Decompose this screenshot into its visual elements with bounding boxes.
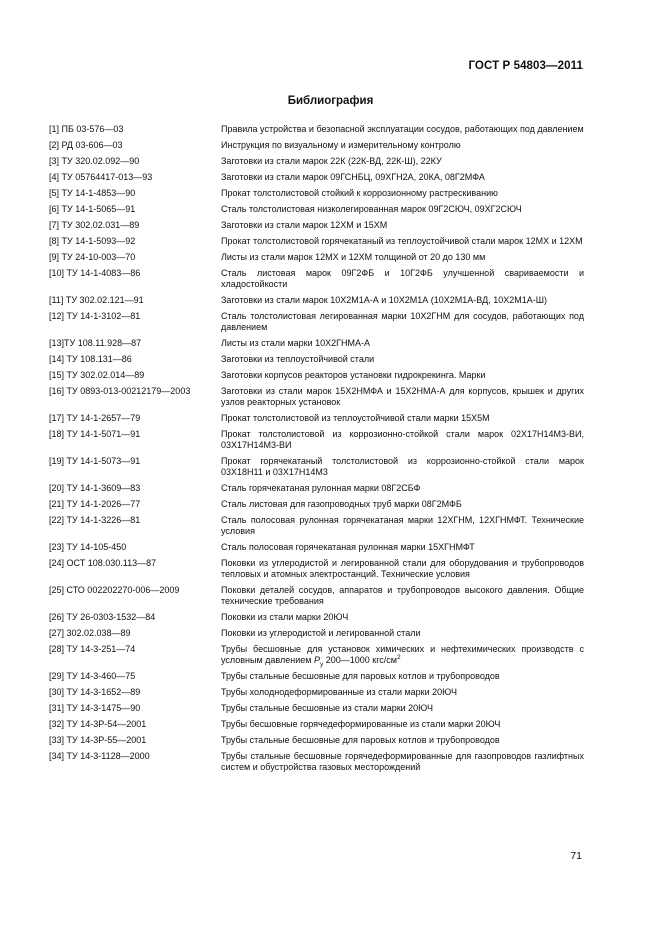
reference-description: Сталь толстолистовая низколегированная марок 09Г2СЮЧ, 09ХГ2СЮЧ [221,204,522,214]
reference-list [49,124,584,778]
reference-code: [22] ТУ 14-1-3226—81 [49,515,141,525]
reference-item [49,220,584,231]
reference-code: [11] ТУ 302.02.121—91 [49,295,144,305]
reference-code: [28] ТУ 14-3-251—74 [49,644,136,654]
reference-code: [13]ТУ 108.11.928—87 [49,338,142,348]
reference-item [49,188,584,199]
reference-code: [18] ТУ 14-1-5071—91 [49,429,141,439]
reference-code: [30] ТУ 14-3-1652—89 [49,687,141,697]
reference-description: Трубы стальные бесшовные для паровых котлов и трубопроводов [221,735,500,745]
reference-description: Поковки из стали марки 20ЮЧ [221,612,349,622]
reference-code: [25] СТО 002202270-006—2009 [49,585,180,595]
reference-item [49,644,584,666]
reference-item [49,156,584,167]
reference-code: [10] ТУ 14-1-4083—86 [49,268,141,278]
reference-item [49,413,584,424]
reference-code: [26] ТУ 26-0303-1532—84 [49,612,156,622]
reference-code: [17] ТУ 14-1-2657—79 [49,413,141,423]
pressure-subscript: у [319,660,324,668]
reference-item [49,612,584,623]
reference-code: [34] ТУ 14-3-1128—2000 [49,751,150,761]
reference-description: Сталь листовая марок 09Г2ФБ и 10Г2ФБ улучшенной свариваемости и хладостойкости [221,268,584,289]
reference-description: Сталь полосовая горячекатаная рулонная марки 15ХГНМФТ [221,542,475,552]
reference-description: Листы из стали марки 10Х2ГНМА-А [221,338,371,348]
reference-description: Сталь толстолистовая легированная марки 10Х2ГНМ для сосудов, работающих под давлением [221,311,584,332]
reference-item [49,204,584,215]
reference-code: [8] ТУ 14-1-5093—92 [49,236,136,246]
reference-code: [12] ТУ 14-1-3102—81 [49,311,141,321]
reference-description: Сталь полосовая рулонная горячекатаная марки 12ХГНМ, 12ХГНМФТ. Технические условия [221,515,584,536]
unit-superscript: 2 [397,654,401,661]
bibliography-title: Библиография [287,95,374,107]
reference-description: Прокат толстолистовой из теплоустойчивой стали марки 15Х5М [221,413,490,423]
reference-description: Прокат толстолистовой из коррозионно-стойкой стали марок 02Х17Н14М3-ВИ, 03Х17Н14М3-ВИ [221,429,584,450]
reference-description: Заготовки из теплоустойчивой стали [221,354,375,364]
reference-code: [7] ТУ 302.02.031—89 [49,220,140,230]
reference-item [49,140,584,151]
reference-code: [15] ТУ 302.02.014—89 [49,370,145,380]
reference-item [49,515,584,537]
reference-code: [4] ТУ 05764417-013—93 [49,172,153,182]
reference-item [49,703,584,714]
reference-description: Листы из стали марок 12МХ и 12ХМ толщиной от 20 до 130 мм [221,252,486,262]
reference-description: Поковки деталей сосудов, аппаратов и трубопроводов высокого давления. Общие технические требования [221,585,584,606]
reference-item [49,671,584,682]
reference-code: [9] ТУ 24-10-003—70 [49,252,136,262]
reference-code: [1] ПБ 03-576—03 [49,124,124,134]
reference-description: Поковки из углеродистой и легированной стали [221,628,421,638]
reference-code: [20] ТУ 14-1-3609—83 [49,483,141,493]
reference-code: [2] РД 03-606—03 [49,140,123,150]
reference-description: Прокат толстолистовой стойкий к коррозионному растрескиванию [221,188,498,198]
reference-code: [3] ТУ 320.02.092—90 [49,156,140,166]
reference-code: [32] ТУ 14-3Р-54—2001 [49,719,147,729]
reference-code: [29] ТУ 14-3-460—75 [49,671,136,681]
reference-code: [5] ТУ 14-1-4853—90 [49,188,136,198]
reference-item [49,124,584,135]
reference-item [49,483,584,494]
reference-description: Трубы стальные бесшовные для паровых котлов и трубопроводов [221,671,500,681]
reference-description: Заготовки из стали марок 10Х2М1А-А и 10Х2М1А (10Х2М1А-ВД, 10Х2М1А-Ш) [221,295,547,305]
reference-item [49,338,584,349]
reference-item [49,354,584,365]
reference-description: Сталь листовая для газопроводных труб марки 08Г2МФБ [221,499,462,509]
reference-code: [21] ТУ 14-1-2026—77 [49,499,141,509]
reference-item [49,499,584,510]
reference-description: Трубы бесшовные горячедеформированные из стали марки 20ЮЧ [221,719,501,729]
reference-code: [31] ТУ 14-3-1475—90 [49,703,141,713]
reference-description: Заготовки из стали марок 22К (22К-ВД, 22К-Ш), 22КУ [221,156,442,166]
reference-item [49,236,584,247]
reference-description: Прокат горячекатаный толстолистовой из коррозионно-стойкой стали марок 03Х18Н11 и 03Х17Н14М3 [221,456,584,477]
reference-description [221,644,584,666]
reference-description: Прокат толстолистовой горячекатаный из теплоустойчивой стали марок 12МХ и 12ХМ [221,236,583,246]
reference-description: Заготовки корпусов реакторов установки гидрокрекинга. Марки [221,370,486,380]
reference-description: Правила устройства и безопасной эксплуатации сосудов, работающих под давлением [221,124,584,134]
reference-item [49,172,584,183]
reference-item [49,558,584,580]
reference-code: [33] ТУ 14-3Р-55—2001 [49,735,147,745]
reference-description: Трубы стальные бесшовные горячедеформированные для газопроводов газлифтных систем и обустройства газовых месторождений [221,751,584,772]
reference-item [49,719,584,730]
reference-item [49,687,584,698]
reference-item [49,628,584,639]
reference-code: [14] ТУ 108.131—86 [49,354,132,364]
reference-item [49,751,584,773]
reference-code: [27] 302.02.038—89 [49,628,131,638]
reference-description: Трубы холоднодеформированные из стали марки 20ЮЧ [221,687,457,697]
reference-code: [16] ТУ 0893-013-00212179—2003 [49,386,191,396]
reference-item [49,295,584,306]
reference-description: Инструкция по визуальному и измерительному контролю [221,140,461,150]
pressure-symbol: P [313,655,320,665]
reference-text-tail: 200—1000 кгс/см [325,655,397,665]
page-number: 71 [570,850,582,862]
reference-item [49,542,584,553]
document-standard-header: ГОСТ Р 54803—2011 [468,60,583,72]
reference-item [49,735,584,746]
reference-item [49,386,584,408]
reference-item [49,370,584,381]
reference-item [49,429,584,451]
reference-code: [23] ТУ 14-105-450 [49,542,127,552]
reference-item [49,585,584,607]
reference-text: Трубы бесшовные для установок химических и нефтехимических производств с условным давлением [221,644,584,665]
reference-description: Сталь горячекатаная рулонная марки 08Г2СБФ [221,483,421,493]
reference-description: Поковки из углеродистой и легированной стали для оборудования и трубопроводов тепловых и атомных электростанций. Технические условия [221,558,584,579]
reference-code: [24] ОСТ 108.030.113—87 [49,558,157,568]
reference-description: Заготовки из стали марок 09ГСНБЦ, 09ХГН2А, 20КА, 08Г2МФА [221,172,485,182]
reference-description: Трубы стальные бесшовные из стали марки 20ЮЧ [221,703,433,713]
reference-code: [19] ТУ 14-1-5073—91 [49,456,141,466]
reference-code: [6] ТУ 14-1-5065—91 [49,204,136,214]
reference-item [49,268,584,290]
reference-item [49,252,584,263]
reference-item [49,456,584,478]
reference-item [49,311,584,333]
reference-description: Заготовки из стали марок 15Х2НМФА и 15Х2НМА-А для корпусов, крышек и других узлов реакторных установок [221,386,584,407]
reference-description: Заготовки из стали марок 12ХМ и 15ХМ [221,220,388,230]
